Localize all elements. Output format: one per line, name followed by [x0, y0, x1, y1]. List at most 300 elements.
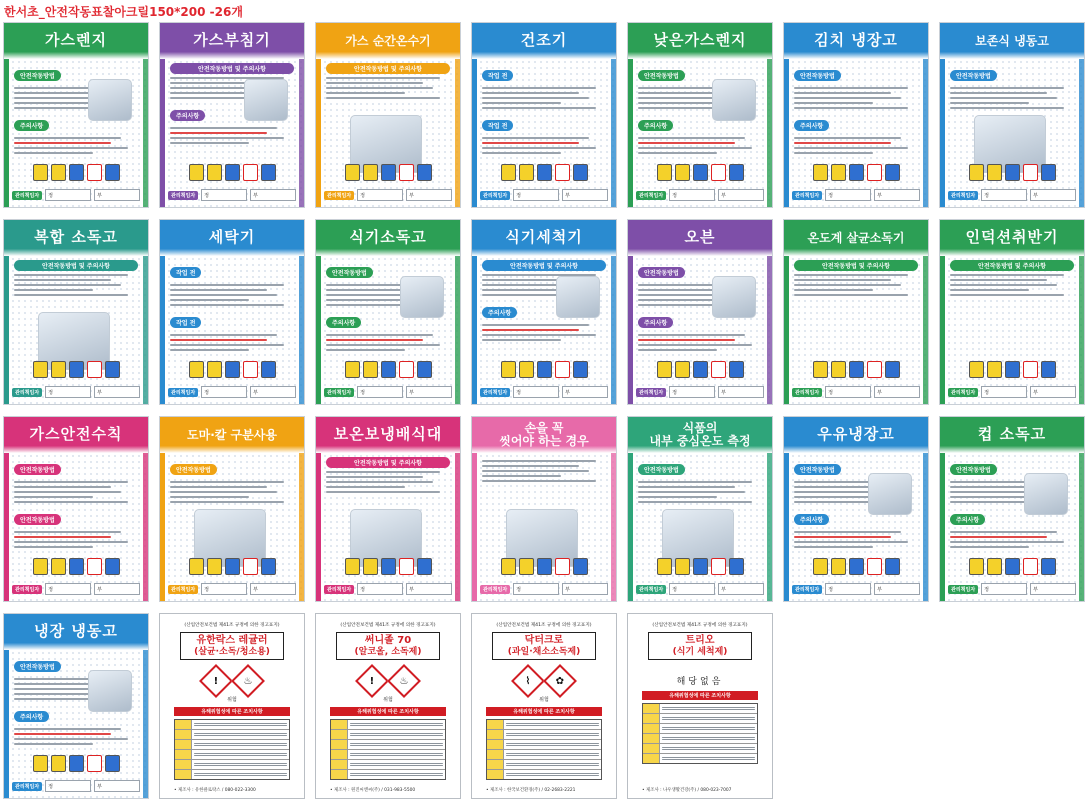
msds-product-use: (과일·채소소독제)	[507, 646, 581, 657]
msds-warning-card	[159, 613, 305, 799]
manager-main-field: 정	[45, 583, 91, 595]
section-label: 작업 전	[482, 70, 513, 81]
manager-label: 관리책임자	[12, 191, 42, 200]
manager-label: 관리책임자	[948, 585, 978, 594]
warning-triangle-icon	[519, 361, 534, 378]
manager-main-field: 정	[981, 583, 1027, 595]
section-label: 안전작동방법 및 주의사항	[794, 260, 918, 271]
card-title: 낮은가스렌지	[653, 31, 747, 50]
section-label: 안전작동방법	[14, 464, 61, 475]
prohibition-icon	[243, 361, 258, 378]
safety-sign-card	[627, 219, 773, 405]
mandatory-icon	[69, 361, 84, 378]
card-header	[472, 23, 616, 59]
mandatory-icon	[885, 558, 900, 575]
mandatory-icon	[69, 558, 84, 575]
warning-icon-row	[14, 164, 138, 181]
section-label: 안전작동방법	[794, 464, 841, 475]
section-label: 안전작동방법	[950, 464, 997, 475]
manager-sub-field: 부	[1030, 583, 1076, 595]
section-label-secondary: 주의사항	[170, 110, 205, 121]
manager-sub-field: 부	[874, 189, 920, 201]
msds-product-name: 닥터크로	[524, 635, 564, 646]
msds-product-name: 트리오	[685, 635, 715, 646]
instruction-lines	[14, 481, 138, 503]
manager-footer	[948, 189, 1076, 201]
section-label: 안전작동방법	[14, 70, 61, 81]
card-header	[628, 220, 772, 256]
section-label-secondary: 주의사항	[482, 307, 517, 318]
warning-icon-row	[14, 558, 138, 575]
warning-triangle-icon	[969, 164, 984, 181]
section-label: 안전작동방법	[950, 70, 997, 81]
warning-icon-row	[794, 558, 918, 575]
manager-label: 관리책임자	[636, 585, 666, 594]
warning-icon-row	[14, 361, 138, 378]
equipment-photo	[88, 670, 132, 712]
mandatory-icon	[417, 164, 432, 181]
mandatory-icon	[1005, 558, 1020, 575]
msds-warning-card	[471, 613, 617, 799]
safety-sign-card	[939, 219, 1085, 405]
warning-triangle-icon	[345, 558, 360, 575]
msds-measures-bar: 유해위험성에 따른 조치사항	[486, 707, 602, 716]
section-label-secondary: 주의사항	[14, 120, 49, 131]
equipment-photo	[88, 79, 132, 121]
prohibition-icon	[1023, 558, 1038, 575]
warning-triangle-icon	[189, 361, 204, 378]
card-header	[784, 23, 928, 59]
section-label-secondary: 주의사항	[14, 711, 49, 722]
section-label-secondary: 주의사항	[794, 120, 829, 131]
caution-lines	[638, 334, 762, 351]
msds-title-box	[336, 632, 440, 660]
manager-label: 관리책임자	[480, 191, 510, 200]
manager-footer	[636, 189, 764, 201]
warning-triangle-icon	[987, 361, 1002, 378]
card-title: 김치 냉장고	[814, 31, 898, 50]
manager-label: 관리책임자	[948, 191, 978, 200]
manager-sub-field: 부	[718, 583, 764, 595]
mandatory-icon	[417, 558, 432, 575]
card-title: 식기세척기	[505, 228, 583, 247]
mandatory-icon	[573, 164, 588, 181]
section-label: 안전작동방법 및 주의사항	[14, 260, 138, 271]
caution-lines	[170, 127, 294, 144]
card-header	[160, 23, 304, 59]
manager-main-field: 정	[201, 189, 247, 201]
safety-sign-card	[783, 219, 929, 405]
safety-sign-card	[159, 219, 305, 405]
msds-measures-table	[330, 719, 446, 780]
card-header	[940, 220, 1084, 256]
safety-sign-card	[3, 613, 149, 799]
warning-triangle-icon	[207, 361, 222, 378]
msds-title-box	[492, 632, 596, 660]
safety-sign-card	[3, 416, 149, 602]
manager-sub-field: 부	[406, 583, 452, 595]
page-title: 한서초_안전작동표찰아크릴150*200 -26개	[4, 5, 243, 19]
manager-main-field: 정	[201, 386, 247, 398]
card-header	[784, 417, 928, 453]
safety-sign-card	[783, 22, 929, 208]
card-title: 식품의 내부 중심온도 측정	[649, 421, 751, 448]
warning-icon-row	[950, 558, 1074, 575]
section-label: 안전작동방법 및 주의사항	[950, 260, 1074, 271]
safety-sign-card	[783, 416, 929, 602]
section-label: 안전작동방법 및 주의사항	[326, 63, 450, 74]
prohibition-icon	[555, 164, 570, 181]
warning-triangle-icon	[831, 164, 846, 181]
ghs-hazard-icon: ⌇	[511, 664, 545, 698]
card-title: 보존식 냉동고	[975, 33, 1049, 48]
manager-sub-field: 부	[406, 386, 452, 398]
mandatory-icon	[105, 558, 120, 575]
warning-icon-row	[482, 164, 606, 181]
instruction-lines	[326, 77, 450, 99]
ghs-pictograms	[160, 666, 304, 692]
warning-icon-row	[638, 361, 762, 378]
card-title: 복합 소독고	[34, 228, 118, 247]
mandatory-icon	[1005, 164, 1020, 181]
card-title: 온도계 살균소독기	[807, 230, 905, 245]
equipment-photo	[712, 79, 756, 121]
warning-triangle-icon	[675, 164, 690, 181]
prohibition-icon	[867, 558, 882, 575]
warning-triangle-icon	[813, 361, 828, 378]
manager-sub-field: 부	[874, 583, 920, 595]
manager-main-field: 정	[357, 583, 403, 595]
warning-icon-row	[794, 361, 918, 378]
ghs-hazard-icon: ♨	[387, 664, 421, 698]
safety-sign-card	[939, 22, 1085, 208]
mandatory-icon	[261, 361, 276, 378]
section-label-secondary: 안전작동방법	[14, 514, 61, 525]
safety-sign-card	[315, 219, 461, 405]
caution-lines	[794, 137, 918, 154]
sign-grid	[3, 22, 1085, 799]
msds-title-box	[180, 632, 284, 660]
card-header	[160, 220, 304, 256]
mandatory-icon	[1041, 558, 1056, 575]
safety-sign-card	[471, 416, 617, 602]
equipment-photo	[400, 276, 444, 318]
card-title: 세탁기	[208, 228, 256, 247]
msds-signal-word: 위험	[383, 696, 393, 703]
caution-lines	[482, 324, 606, 341]
mandatory-icon	[537, 558, 552, 575]
warning-triangle-icon	[51, 361, 66, 378]
ghs-pictograms	[316, 666, 460, 692]
prohibition-icon	[87, 755, 102, 772]
instruction-lines	[794, 274, 918, 296]
mandatory-icon	[693, 361, 708, 378]
msds-header: (산업안전보건법 제41조 규정에 의한 경고표지)	[184, 623, 280, 628]
warning-icon-row	[950, 164, 1074, 181]
prohibition-icon	[87, 558, 102, 575]
manager-main-field: 정	[513, 583, 559, 595]
mandatory-icon	[105, 164, 120, 181]
warning-triangle-icon	[51, 558, 66, 575]
warning-icon-row	[482, 361, 606, 378]
warning-triangle-icon	[969, 558, 984, 575]
safety-sign-card	[315, 416, 461, 602]
ghs-hazard-icon: ✿	[543, 664, 577, 698]
manager-main-field: 정	[669, 583, 715, 595]
card-title: 보온보냉배식대	[333, 425, 443, 444]
msds-measures-bar: 유해위험성에 따른 조치사항	[330, 707, 446, 716]
card-title: 오븐	[684, 228, 716, 247]
warning-triangle-icon	[345, 361, 360, 378]
section-label: 안전작동방법	[794, 70, 841, 81]
manager-label: 관리책임자	[168, 388, 198, 397]
manager-sub-field: 부	[718, 189, 764, 201]
manager-main-field: 정	[201, 583, 247, 595]
manager-sub-field: 부	[562, 386, 608, 398]
section-label: 안전작동방법	[638, 464, 685, 475]
manager-label: 관리책임자	[324, 585, 354, 594]
msds-manufacturer: • 제조사 : 유한클로락스 / 080-022-3300	[174, 788, 256, 793]
mandatory-icon	[849, 558, 864, 575]
prohibition-icon	[711, 558, 726, 575]
manager-footer	[792, 583, 920, 595]
card-title: 가스 순간온수기	[345, 33, 431, 48]
warning-triangle-icon	[189, 558, 204, 575]
instruction-lines	[170, 481, 294, 503]
msds-measures-table	[174, 719, 290, 780]
manager-label: 관리책임자	[12, 782, 42, 791]
manager-label: 관리책임자	[480, 585, 510, 594]
manager-main-field: 정	[669, 386, 715, 398]
section-label: 안전작동방법	[638, 267, 685, 278]
msds-warning-card	[627, 613, 773, 799]
section-label-secondary: 주의사항	[950, 514, 985, 525]
instruction-lines	[950, 274, 1074, 296]
manager-footer	[480, 583, 608, 595]
card-header	[4, 220, 148, 256]
warning-triangle-icon	[657, 361, 672, 378]
manager-main-field: 정	[825, 189, 871, 201]
safety-sign-card	[159, 416, 305, 602]
manager-main-field: 정	[513, 386, 559, 398]
msds-title-box	[648, 632, 752, 660]
prohibition-icon	[711, 164, 726, 181]
manager-footer	[168, 189, 296, 201]
mandatory-icon	[225, 164, 240, 181]
mandatory-icon	[537, 361, 552, 378]
msds-not-applicable: 해당없음	[676, 676, 724, 687]
section-label: 안전작동방법 및 주의사항	[170, 63, 294, 74]
manager-main-field: 정	[513, 189, 559, 201]
safety-sign-card	[471, 22, 617, 208]
warning-triangle-icon	[675, 558, 690, 575]
warning-triangle-icon	[345, 164, 360, 181]
manager-sub-field: 부	[562, 583, 608, 595]
manager-footer	[324, 189, 452, 201]
manager-main-field: 정	[981, 189, 1027, 201]
card-header	[940, 417, 1084, 453]
safety-sign-card	[939, 416, 1085, 602]
card-title: 건조기	[520, 31, 568, 50]
manager-main-field: 정	[825, 583, 871, 595]
warning-triangle-icon	[813, 558, 828, 575]
mandatory-icon	[1041, 164, 1056, 181]
card-title: 우유냉장고	[817, 425, 895, 444]
warning-triangle-icon	[51, 755, 66, 772]
instruction-lines	[14, 274, 138, 296]
manager-main-field: 정	[981, 386, 1027, 398]
ghs-pictograms	[472, 666, 616, 692]
mandatory-icon	[261, 558, 276, 575]
section-label-secondary: 작업 전	[170, 317, 201, 328]
manager-main-field: 정	[45, 189, 91, 201]
msds-product-use: (식기 세척제)	[672, 646, 728, 657]
manager-sub-field: 부	[1030, 189, 1076, 201]
warning-triangle-icon	[33, 361, 48, 378]
card-header	[472, 417, 616, 453]
mandatory-icon	[381, 558, 396, 575]
safety-sign-card	[627, 22, 773, 208]
mandatory-icon	[573, 558, 588, 575]
equipment-photo	[868, 473, 912, 515]
ghs-hazard-icon: !	[199, 664, 233, 698]
manager-sub-field: 부	[250, 189, 296, 201]
card-title: 가스부침기	[193, 31, 271, 50]
manager-sub-field: 부	[94, 189, 140, 201]
mandatory-icon	[573, 361, 588, 378]
caution-lines	[170, 334, 294, 351]
msds-measures-bar: 유해위험성에 따른 조치사항	[642, 691, 758, 700]
manager-label: 관리책임자	[792, 191, 822, 200]
equipment-photo	[1024, 473, 1068, 515]
section-label-secondary: 작업 전	[482, 120, 513, 131]
card-header	[784, 220, 928, 256]
equipment-photo	[712, 276, 756, 318]
warning-icon-row	[170, 558, 294, 575]
section-label: 작업 전	[170, 267, 201, 278]
warning-triangle-icon	[657, 164, 672, 181]
mandatory-icon	[381, 361, 396, 378]
manager-footer	[324, 386, 452, 398]
warning-triangle-icon	[501, 361, 516, 378]
card-header	[160, 417, 304, 453]
msds-product-use: (살균·소독/청소용)	[194, 646, 270, 657]
mandatory-icon	[849, 164, 864, 181]
card-title: 컵 소독고	[977, 425, 1047, 444]
msds-product-name: 써니졸 70	[364, 635, 412, 646]
warning-triangle-icon	[363, 361, 378, 378]
manager-footer	[12, 780, 140, 792]
manager-sub-field: 부	[874, 386, 920, 398]
warning-triangle-icon	[675, 361, 690, 378]
safety-sign-card	[3, 219, 149, 405]
warning-icon-row	[170, 164, 294, 181]
section-label: 안전작동방법	[326, 267, 373, 278]
manager-label: 관리책임자	[636, 388, 666, 397]
caution-lines	[14, 728, 138, 745]
card-title: 손을 꼭 씻어야 하는 경우	[499, 421, 589, 448]
instruction-lines	[950, 87, 1074, 109]
manager-main-field: 정	[45, 386, 91, 398]
warning-icon-row	[14, 755, 138, 772]
msds-manufacturer: • 제조사 : 나우생활건강(주) / 080-023-7007	[642, 788, 732, 793]
mandatory-icon	[537, 164, 552, 181]
warning-icon-row	[326, 558, 450, 575]
warning-triangle-icon	[831, 361, 846, 378]
card-title: 가스렌지	[45, 31, 107, 50]
instruction-lines	[326, 471, 450, 493]
warning-icon-row	[326, 164, 450, 181]
warning-triangle-icon	[501, 558, 516, 575]
manager-sub-field: 부	[94, 583, 140, 595]
mandatory-icon	[693, 558, 708, 575]
msds-header: (산업안전보건법 제41조 규정에 의한 경고표지)	[652, 623, 748, 628]
manager-sub-field: 부	[94, 386, 140, 398]
equipment-photo	[244, 79, 288, 121]
msds-header: (산업안전보건법 제41조 규정에 의한 경고표지)	[340, 623, 436, 628]
warning-triangle-icon	[33, 164, 48, 181]
caution-lines	[794, 531, 918, 548]
mandatory-icon	[885, 164, 900, 181]
manager-footer	[12, 583, 140, 595]
card-header	[316, 417, 460, 453]
manager-label: 관리책임자	[792, 585, 822, 594]
prohibition-icon	[1023, 361, 1038, 378]
mandatory-icon	[225, 361, 240, 378]
section-label-secondary: 주의사항	[326, 317, 361, 328]
prohibition-icon	[867, 164, 882, 181]
prohibition-icon	[87, 164, 102, 181]
msds-measures-bar: 유해위험성에 따른 조치사항	[174, 707, 290, 716]
manager-label: 관리책임자	[792, 388, 822, 397]
mandatory-icon	[69, 164, 84, 181]
caution-lines	[950, 531, 1074, 548]
mandatory-icon	[105, 755, 120, 772]
manager-main-field: 정	[45, 780, 91, 792]
card-title: 가스안전수칙	[29, 425, 123, 444]
mandatory-icon	[417, 361, 432, 378]
msds-signal-word: 위험	[227, 696, 237, 703]
prohibition-icon	[399, 558, 414, 575]
caution-lines	[326, 334, 450, 351]
manager-label: 관리책임자	[480, 388, 510, 397]
manager-footer	[636, 386, 764, 398]
manager-main-field: 정	[669, 189, 715, 201]
manager-footer	[948, 386, 1076, 398]
instruction-lines	[170, 284, 294, 306]
instruction-lines	[482, 87, 606, 109]
manager-sub-field: 부	[250, 583, 296, 595]
msds-product-name: 유한락스 레귤러	[196, 635, 268, 646]
instruction-lines	[638, 481, 762, 503]
mandatory-icon	[729, 558, 744, 575]
msds-measures-table	[642, 703, 758, 764]
manager-footer	[480, 386, 608, 398]
manager-label: 관리책임자	[324, 388, 354, 397]
warning-triangle-icon	[519, 164, 534, 181]
warning-triangle-icon	[831, 558, 846, 575]
warning-triangle-icon	[33, 755, 48, 772]
warning-triangle-icon	[501, 164, 516, 181]
caution-lines	[482, 137, 606, 154]
prohibition-icon	[555, 361, 570, 378]
warning-triangle-icon	[363, 558, 378, 575]
prohibition-icon	[399, 164, 414, 181]
section-label: 안전작동방법	[638, 70, 685, 81]
manager-main-field: 정	[825, 386, 871, 398]
manager-footer	[324, 583, 452, 595]
card-title: 인덕션취반기	[965, 228, 1059, 247]
